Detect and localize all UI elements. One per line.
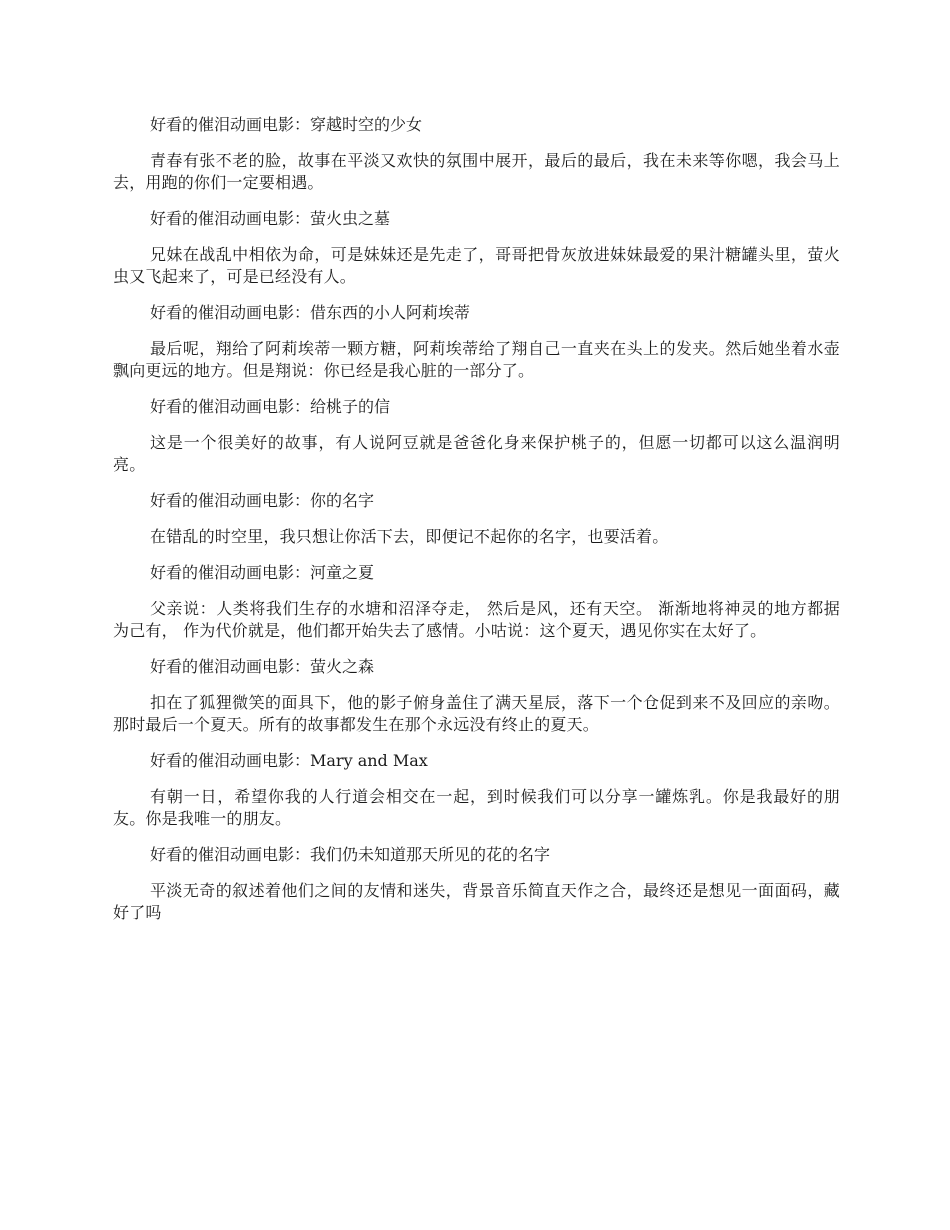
entry-body: 平淡无奇的叙述着他们之间的友情和迷失，背景音乐简直天作之合，最终还是想见一面面码，藏好了吗 xyxy=(113,881,840,922)
entry-1 xyxy=(113,208,840,288)
entry-0 xyxy=(113,114,840,194)
entry-heading: 好看的催泪动画电影：借东西的小人阿莉埃蒂 xyxy=(150,303,471,322)
entry-body: 扣在了狐狸微笑的面具下，他的影子俯身盖住了满天星辰，落下一个仓促到来不及回应的亲吻。那时最后一个夏天。所有的故事都发生在那个永远没有终止的夏天。 xyxy=(113,693,840,734)
entry-heading: 好看的催泪动画电影：Mary and Max xyxy=(150,751,428,770)
entry-body: 在错乱的时空里，我只想让你活下去，即便记不起你的名字，也要活着。 xyxy=(150,527,669,546)
entry-body: 兄妹在战乱中相依为命，可是妹妹还是先走了，哥哥把骨灰放进妹妹最爱的果汁糖罐头里，萤火虫又飞起来了，可是已经没有人。 xyxy=(113,245,840,286)
entry-heading: 好看的催泪动画电影：萤火虫之墓 xyxy=(150,209,391,228)
entry-3 xyxy=(113,396,840,476)
entry-4 xyxy=(113,490,840,548)
entry-heading: 好看的催泪动画电影：萤火之森 xyxy=(150,657,375,676)
entry-heading: 好看的催泪动画电影：我们仍未知道那天所见的花的名字 xyxy=(150,845,551,864)
entry-8 xyxy=(113,844,840,924)
entry-5 xyxy=(113,562,840,642)
entry-6 xyxy=(113,656,840,736)
document-page xyxy=(113,114,840,938)
entry-heading: 好看的催泪动画电影：穿越时空的少女 xyxy=(150,115,423,134)
entry-body: 青春有张不老的脸，故事在平淡又欢快的氛围中展开，最后的最后，我在未来等你嗯，我会马上去，用跑的你们一定要相遇。 xyxy=(113,151,840,192)
entry-7 xyxy=(113,750,840,830)
entry-body: 最后呢，翔给了阿莉埃蒂一颗方糖，阿莉埃蒂给了翔自己一直夹在头上的发夹。然后她坐着水壶飘向更远的地方。但是翔说：你已经是我心脏的一部分了。 xyxy=(113,339,840,380)
entry-body: 这是一个很美好的故事，有人说阿豆就是爸爸化身来保护桃子的，但愿一切都可以这么温润明亮。 xyxy=(113,433,840,474)
entry-heading: 好看的催泪动画电影：河童之夏 xyxy=(150,563,375,582)
entry-body: 父亲说：人类将我们生存的水塘和沼泽夺走， 然后是风，还有天空。 渐渐地将神灵的地方都据为己有， 作为代价就是，他们都开始失去了感情。小咕说：这个夏天，遇见你实在太好了。 xyxy=(113,599,840,640)
entry-heading: 好看的催泪动画电影：给桃子的信 xyxy=(150,397,391,416)
entry-2 xyxy=(113,302,840,382)
entry-body: 有朝一日，希望你我的人行道会相交在一起，到时候我们可以分享一罐炼乳。你是我最好的朋友。你是我唯一的朋友。 xyxy=(113,787,840,828)
entry-heading: 好看的催泪动画电影：你的名字 xyxy=(150,491,375,510)
